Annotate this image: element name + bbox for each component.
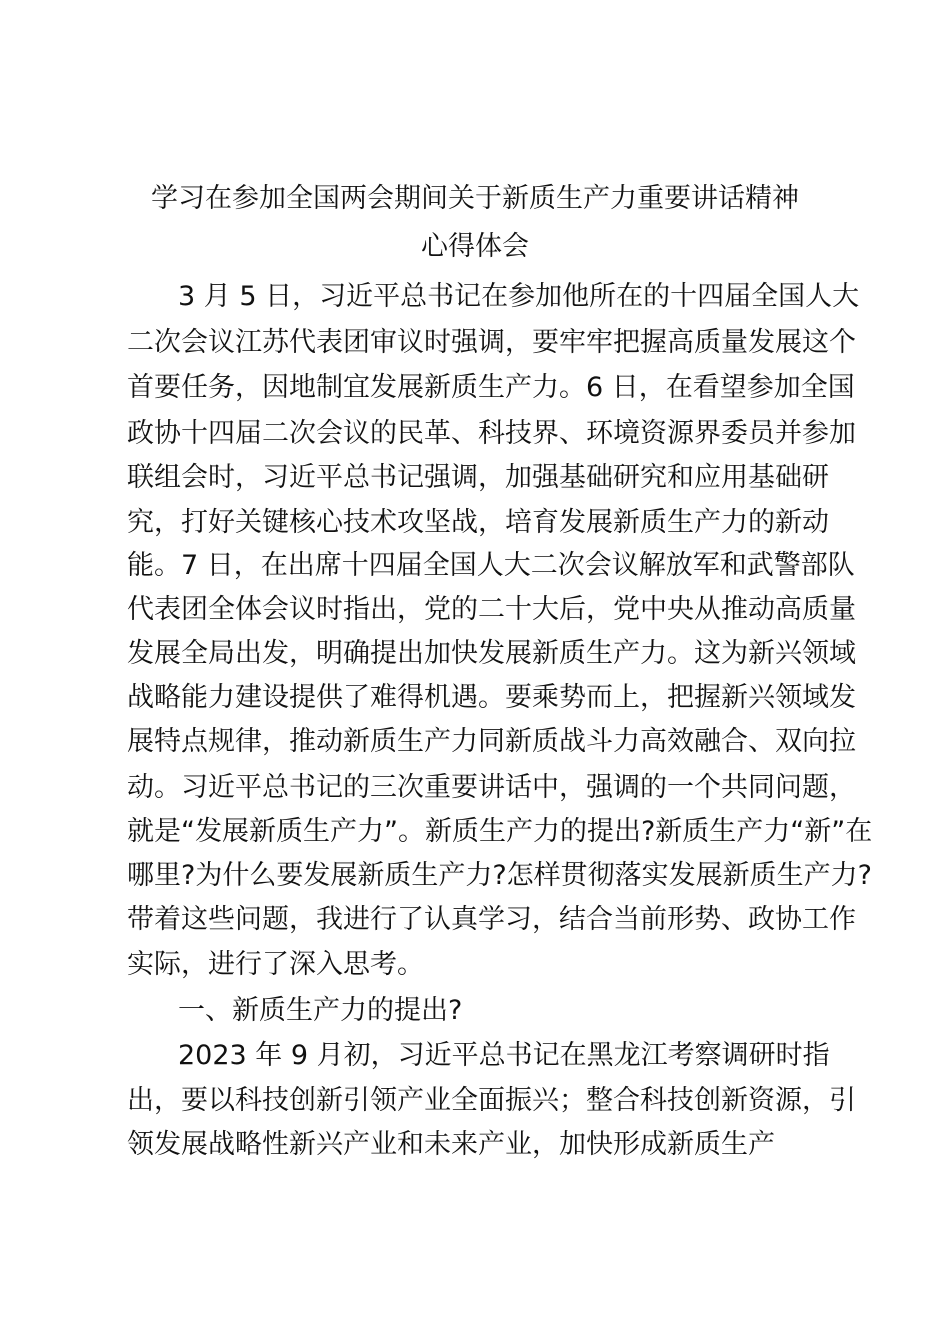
document-title-line-2: 心得体会	[421, 231, 529, 262]
paragraph-line: 3 月 5 日，习近平总书记在参加他所在的十四届全国人大	[178, 281, 860, 312]
paragraph-line: 代表团全体会议时指出，党的二十大后，党中央从推动高质量	[127, 594, 856, 625]
paragraph-line: 2023 年 9 月初，习近平总书记在黑龙江考察调研时指	[178, 1040, 830, 1071]
paragraph-line: 战略能力建设提供了难得机遇。要乘势而上，把握新兴领域发	[127, 682, 856, 713]
paragraph-line: 首要任务，因地制宜发展新质生产力。6 日，在看望参加全国	[127, 372, 855, 403]
paragraph-line: 就是“发展新质生产力”。新质生产力的提出?新质生产力“新”在	[127, 816, 873, 847]
paragraph-line: 领发展战略性新兴产业和未来产业，加快形成新质生产	[127, 1129, 775, 1160]
paragraph-line: 展特点规律，推动新质生产力同新质战斗力高效融合、双向拉	[127, 726, 856, 757]
document-title-line-1: 学习在参加全国两会期间关于新质生产力重要讲话精神	[151, 183, 799, 214]
paragraph-line: 二次会议江苏代表团审议时强调，要牢牢把握高质量发展这个	[127, 327, 856, 358]
paragraph-line: 出，要以科技创新引领产业全面振兴；整合科技创新资源，引	[127, 1085, 856, 1116]
paragraph-line: 动。习近平总书记的三次重要讲话中，强调的一个共同问题，	[127, 772, 856, 803]
paragraph-line: 哪里?为什么要发展新质生产力?怎样贯彻落实发展新质生产力?	[127, 860, 872, 891]
section-heading: 一、新质生产力的提出?	[178, 995, 463, 1026]
paragraph-line: 带着这些问题，我进行了认真学习，结合当前形势、政协工作	[127, 904, 856, 935]
paragraph-line: 政协十四届二次会议的民革、科技界、环境资源界委员并参加	[127, 418, 856, 449]
paragraph-line: 发展全局出发，明确提出加快发展新质生产力。这为新兴领域	[127, 638, 856, 669]
paragraph-line: 能。7 日，在出席十四届全国人大二次会议解放军和武警部队	[127, 550, 855, 581]
paragraph-line: 联组会时，习近平总书记强调，加强基础研究和应用基础研	[127, 462, 829, 493]
paragraph-line: 实际，进行了深入思考。	[127, 949, 424, 980]
paragraph-line: 究，打好关键核心技术攻坚战，培育发展新质生产力的新动	[127, 507, 829, 538]
